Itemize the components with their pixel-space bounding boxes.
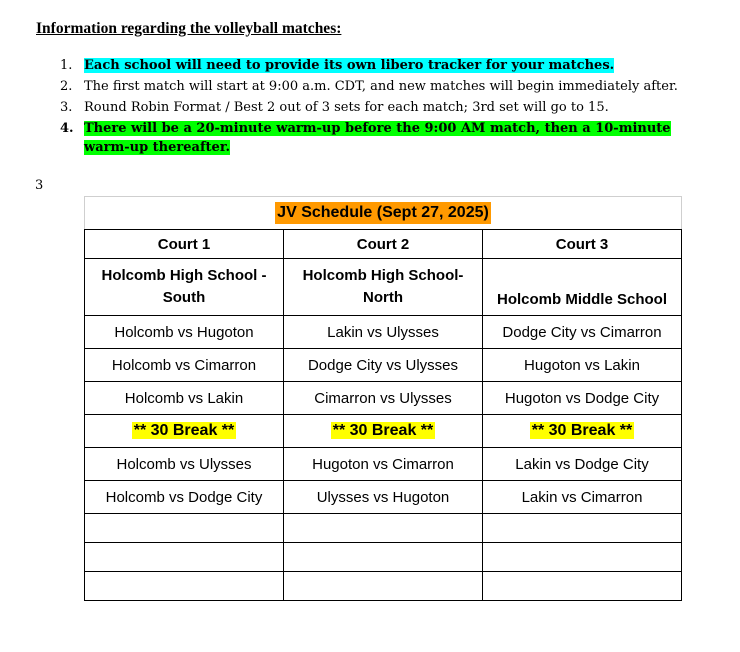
match-row bbox=[85, 448, 682, 481]
match-cell: Dodge City vs Ulysses bbox=[284, 349, 483, 382]
match-cell: Holcomb vs Lakin bbox=[85, 382, 284, 415]
schedule-title-row bbox=[85, 197, 682, 230]
match-cell: Lakin vs Ulysses bbox=[284, 316, 483, 349]
location-cell: Holcomb Middle School bbox=[483, 259, 682, 316]
empty-row bbox=[85, 543, 682, 572]
location-cell: Holcomb High School - South bbox=[85, 259, 284, 316]
empty-cell bbox=[85, 543, 284, 572]
court-header: Court 2 bbox=[284, 230, 483, 259]
info-item-text: There will be a 20-minute warm-up before the 9:00 AM match, then a 10-minute warm-up thereafter. bbox=[84, 121, 671, 155]
info-item-number: 4. bbox=[60, 121, 74, 136]
location-cell: Holcomb High School- North bbox=[284, 259, 483, 316]
match-cell: Ulysses vs Hugoton bbox=[284, 481, 483, 514]
empty-cell bbox=[483, 572, 682, 601]
match-cell: Cimarron vs Ulysses bbox=[284, 382, 483, 415]
match-cell: Hugoton vs Lakin bbox=[483, 349, 682, 382]
info-item-2 bbox=[56, 77, 696, 96]
match-cell: Holcomb vs Hugoton bbox=[85, 316, 284, 349]
info-item-number: 2. bbox=[60, 79, 73, 94]
empty-cell bbox=[85, 572, 284, 601]
schedule-title: JV Schedule (Sept 27, 2025) bbox=[275, 202, 491, 224]
match-cell: Holcomb vs Dodge City bbox=[85, 481, 284, 514]
info-item-number: 1. bbox=[60, 58, 73, 73]
court-header: Court 1 bbox=[85, 230, 284, 259]
break-label: ** 30 Break ** bbox=[531, 422, 633, 439]
empty-cell bbox=[483, 514, 682, 543]
info-item-text: Each school will need to provide its own libero tracker for your matches. bbox=[84, 58, 615, 73]
match-cell: Hugoton vs Cimarron bbox=[284, 448, 483, 481]
match-row bbox=[85, 349, 682, 382]
info-item-3 bbox=[56, 98, 696, 117]
empty-cell bbox=[85, 514, 284, 543]
empty-cell bbox=[284, 514, 483, 543]
info-item-text: Round Robin Format / Best 2 out of 3 sets for each match; 3rd set will go to 15. bbox=[84, 100, 609, 115]
match-cell: Holcomb vs Cimarron bbox=[85, 349, 284, 382]
break-label: ** 30 Break ** bbox=[332, 422, 434, 439]
info-list bbox=[56, 56, 696, 159]
empty-cell bbox=[284, 543, 483, 572]
jv-schedule-table bbox=[84, 196, 682, 601]
match-row bbox=[85, 382, 682, 415]
empty-cell bbox=[483, 543, 682, 572]
schedule-title-cell bbox=[85, 197, 682, 230]
match-cell: Holcomb vs Ulysses bbox=[85, 448, 284, 481]
match-cell: Lakin vs Dodge City bbox=[483, 448, 682, 481]
empty-row bbox=[85, 572, 682, 601]
match-row bbox=[85, 316, 682, 349]
match-row bbox=[85, 481, 682, 514]
match-cell: Hugoton vs Dodge City bbox=[483, 382, 682, 415]
break-row bbox=[85, 415, 682, 448]
break-cell bbox=[85, 415, 284, 448]
info-heading: Information regarding the volleyball matches: bbox=[36, 20, 342, 37]
break-cell bbox=[284, 415, 483, 448]
court-header-row bbox=[85, 230, 682, 259]
stray-page-mark: 3 bbox=[35, 178, 44, 193]
court-header: Court 3 bbox=[483, 230, 682, 259]
match-cell: Dodge City vs Cimarron bbox=[483, 316, 682, 349]
info-item-4 bbox=[56, 119, 696, 157]
info-item-text: The first match will start at 9:00 a.m. CDT, and new matches will begin immediately after. bbox=[84, 79, 678, 94]
empty-cell bbox=[284, 572, 483, 601]
info-item-1 bbox=[56, 56, 696, 75]
empty-row bbox=[85, 514, 682, 543]
match-cell: Lakin vs Cimarron bbox=[483, 481, 682, 514]
info-item-number: 3. bbox=[60, 100, 73, 115]
break-cell bbox=[483, 415, 682, 448]
break-label: ** 30 Break ** bbox=[133, 422, 235, 439]
location-row bbox=[85, 259, 682, 316]
